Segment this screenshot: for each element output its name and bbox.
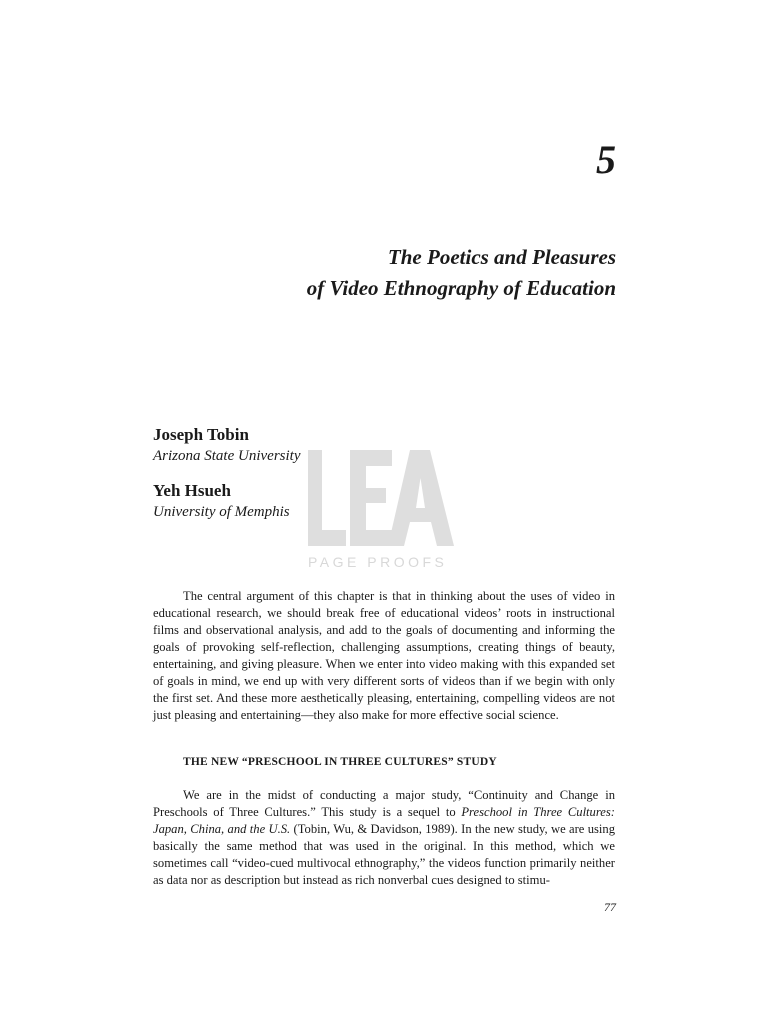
author-block (153, 480, 290, 522)
author-name: Joseph Tobin (153, 425, 249, 444)
section-paragraph-text: (Tobin, Wu, & Davidson, 1989). In the new study, we are using basically the same method that was used in the original. In this method, which we sometimes call “video-cued multivocal ethnography,” the videos function primarily neither as data nor as description but instead as rich nonverbal cues designed to stimu- (153, 822, 615, 887)
section-heading: THE NEW “PRESCHOOL IN THREE CULTURES” STUDY (183, 756, 497, 768)
chapter-number: 5 (596, 137, 616, 182)
author-affiliation: University of Memphis (153, 504, 290, 520)
intro-paragraph: The central argument of this chapter is that in thinking about the uses of video in educational research, we should break free of educational videos’ roots in instructional films and observational analysis, and add to the goals of documenting and informing the goals of provoking self-reflection, challenging assumptions, creating things of beauty, entertaining, and giving pleasure. When we enter into video making with this expanded set of goals in mind, we end up with very different sorts of videos than if we begin with only the first set. And these more aesthetically pleasing, entertaining, compelling videos are not just pleasing and entertaining—they also make for more effective social science. (153, 589, 615, 722)
section-paragraph (153, 787, 615, 889)
section-paragraph-text: We are in the midst of conducting a major study, “Continuity and Change in Preschools of Three Cultures.” This study is a sequel to (153, 788, 615, 819)
chapter-title (56, 242, 616, 304)
page-number: 77 (604, 900, 616, 914)
watermark-caption: PAGE PROOFS (308, 554, 448, 570)
lea-logo-icon (306, 448, 456, 548)
author-name: Yeh Hsueh (153, 481, 231, 500)
author-block (153, 424, 300, 466)
cited-book-title: Preschool in Three Cultures: Japan, China, and the U.S. (153, 805, 615, 836)
chapter-title-line-1: The Poetics and Pleasures (387, 245, 616, 269)
author-affiliation: Arizona State University (153, 448, 301, 464)
chapter-title-line-2: of Video Ethnography of Education (306, 276, 616, 300)
lea-page-proofs-watermark (306, 448, 456, 576)
